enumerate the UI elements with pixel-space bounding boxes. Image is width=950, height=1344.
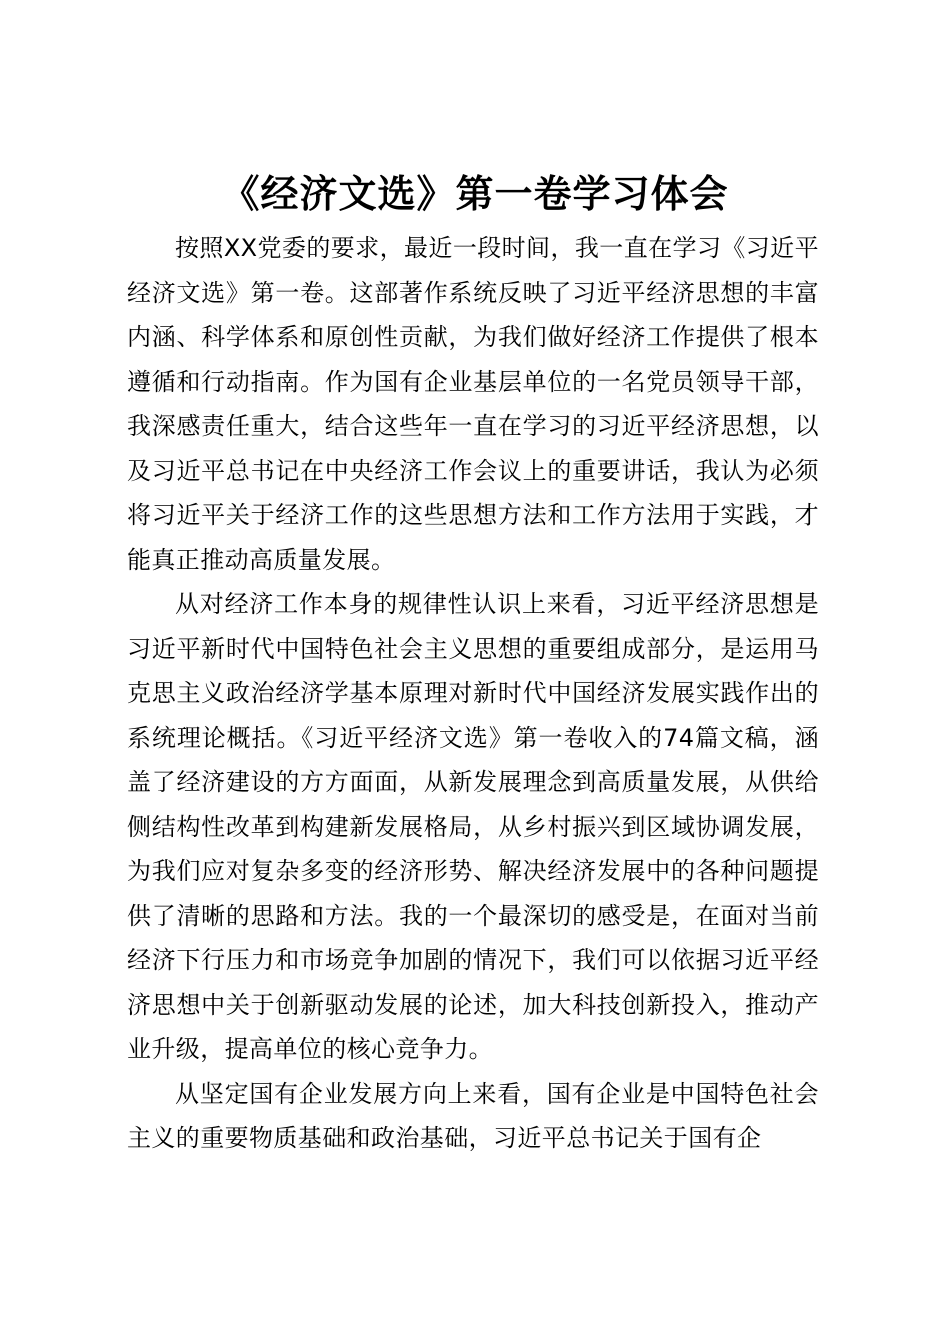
paragraph: 从对经济工作本身的规律性认识上来看，习近平经济思想是习近平新时代中国特色社会主义思想的重要组成部分，是运用马克思主义政治经济学基本原理对新时代中国经济发展实践作出的系统理论概括。《习近平经济文选》第一卷收入的74篇文稿，涵盖了经济建设的方方面面，从新发展理念到高质量发展，从供给侧结构性改革到构建新发展格局，从乡村振兴到区域协调发展，为我们应对复杂多变的经济形势、解决经济发展中的各种问题提供了清晰的思路和方法。我的一个最深切的感受是，在面对当前经济下行压力和市场竞争加剧的情况下，我们可以依据习近平经济思想中关于创新驱动发展的论述，加大科技创新投入，推动产业升级，提高单位的核心竞争力。 (127, 590, 819, 1063)
document-body (127, 226, 819, 1161)
paragraph: 按照XX党委的要求，最近一段时间，我一直在学习《习近平经济文选》第一卷。这部著作系统反映了习近平经济思想的丰富内涵、科学体系和原创性贡献，为我们做好经济工作提供了根本遵循和行动指南。作为国有企业基层单位的一名党员领导干部，我深感责任重大，结合这些年一直在学习的习近平经济思想，以及习近平总书记在中央经济工作会议上的重要讲话，我认为必须将习近平关于经济工作的这些思想方法和工作方法用于实践，才能真正推动高质量发展。 (127, 234, 819, 574)
paragraph: 从坚定国有企业发展方向上来看，国有企业是中国特色社会主义的重要物质基础和政治基础，习近平总书记关于国有企 (127, 1079, 819, 1152)
document-title: 《经济文选》第一卷学习体会 (221, 172, 729, 216)
